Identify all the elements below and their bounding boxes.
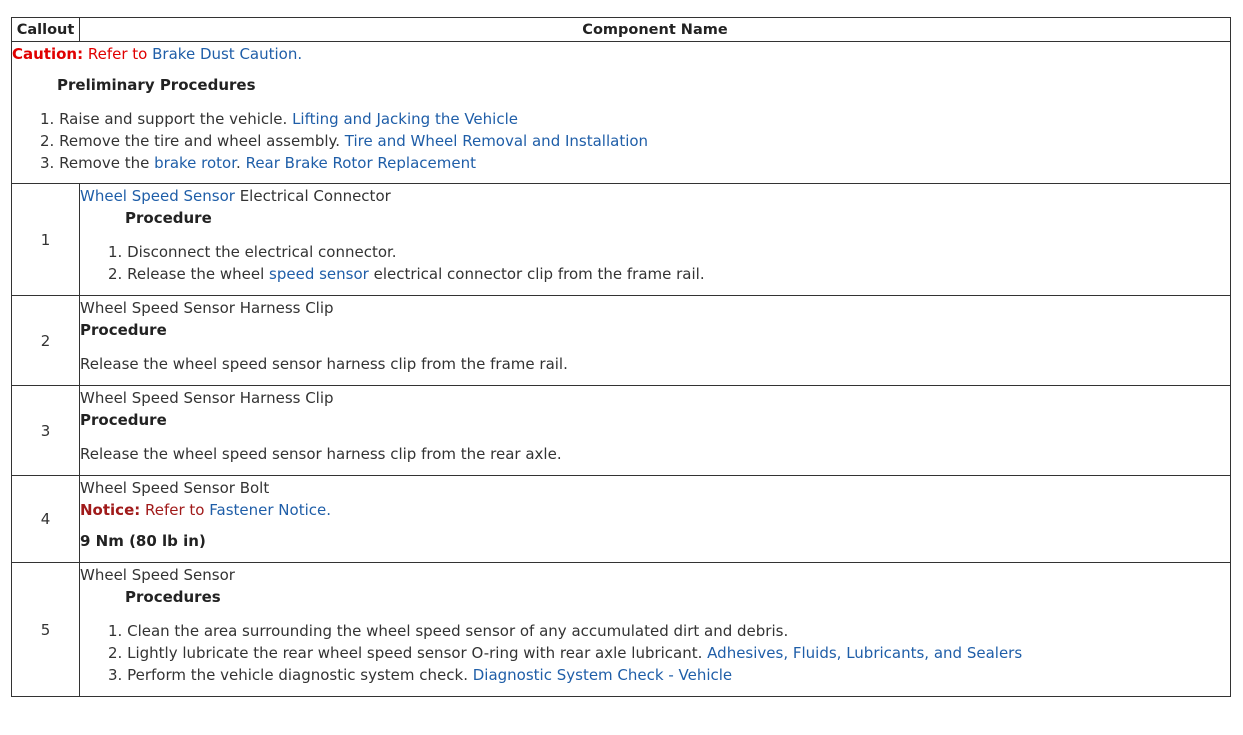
rear-brake-rotor-replacement-link[interactable]: Rear Brake Rotor Replacement <box>245 154 476 172</box>
lifting-jacking-link[interactable]: Lifting and Jacking the Vehicle <box>292 110 518 128</box>
callout-number: 5 <box>12 563 80 697</box>
brake-rotor-link[interactable]: brake rotor <box>154 154 237 172</box>
preliminary-steps <box>40 108 1230 174</box>
caution-label: Caution: <box>12 45 84 63</box>
table-row <box>12 386 1231 476</box>
step-text: Disconnect the electrical connector. <box>127 243 397 261</box>
torque-spec: 9 Nm (80 lb in) <box>80 532 206 550</box>
step-number: 1. <box>40 110 55 128</box>
component-name: Wheel Speed Sensor Bolt <box>80 479 270 497</box>
procedure-title: Procedure <box>80 321 167 339</box>
step-number: 2. <box>40 132 55 150</box>
callout-number: 1 <box>12 184 80 296</box>
notice-line <box>80 499 1230 521</box>
list-item <box>40 108 1230 130</box>
step-number: 2. <box>108 644 123 662</box>
brake-dust-caution-link[interactable]: Brake Dust Caution <box>152 45 298 63</box>
callout-number: 2 <box>12 296 80 386</box>
step-text: Remove the tire and wheel assembly. <box>59 132 345 150</box>
step-text: Perform the vehicle diagnostic system check. <box>127 666 473 684</box>
procedure-title: Procedure <box>80 411 167 429</box>
component-name: Wheel Speed Sensor Harness Clip <box>80 299 334 317</box>
procedure-text: Release the wheel speed sensor harness clip from the rear axle. <box>80 445 562 463</box>
component-cell <box>80 386 1231 476</box>
preliminary-cell <box>12 42 1231 184</box>
caution-text: Refer to <box>83 45 153 63</box>
component-cell <box>80 476 1231 563</box>
procedure-steps <box>108 241 1230 285</box>
step-number: 3. <box>108 666 123 684</box>
wheel-speed-sensor-link[interactable]: Wheel Speed Sensor <box>80 187 235 205</box>
list-item <box>40 152 1230 174</box>
step-number: 1. <box>108 622 123 640</box>
procedure-steps <box>108 620 1230 686</box>
step-text: Remove the <box>59 154 155 172</box>
component-name-rest: Electrical Connector <box>234 187 391 205</box>
table-row <box>12 296 1231 386</box>
step-number: 2. <box>108 265 123 283</box>
callout-number: 3 <box>12 386 80 476</box>
speed-sensor-link[interactable]: speed sensor <box>269 265 369 283</box>
procedure-table-container <box>11 17 1231 697</box>
step-text: Release the wheel <box>127 265 270 283</box>
component-name: Wheel Speed Sensor Harness Clip <box>80 389 334 407</box>
adhesives-fluids-link[interactable]: Adhesives, Fluids, Lubricants, and Sealers <box>707 644 1023 662</box>
step-text: . <box>236 154 246 172</box>
component-cell <box>80 184 1231 296</box>
header-callout: Callout <box>12 18 80 42</box>
list-item <box>108 263 1230 285</box>
header-row <box>12 18 1231 42</box>
diagnostic-system-check-link[interactable]: Diagnostic System Check - Vehicle <box>472 666 733 684</box>
preliminary-row <box>12 42 1231 184</box>
fastener-notice-link[interactable]: Fastener Notice <box>209 501 327 519</box>
list-item <box>108 642 1230 664</box>
procedure-title: Procedure <box>125 209 212 227</box>
table-row <box>12 476 1231 563</box>
procedure-table <box>11 17 1231 697</box>
step-text: Raise and support the vehicle. <box>59 110 293 128</box>
component-cell <box>80 296 1231 386</box>
step-number: 3. <box>40 154 55 172</box>
tire-wheel-removal-link[interactable]: Tire and Wheel Removal and Installation <box>344 132 649 150</box>
procedure-title: Procedures <box>125 588 221 606</box>
list-item <box>108 664 1230 686</box>
step-number: 1. <box>108 243 123 261</box>
table-row <box>12 184 1231 296</box>
preliminary-title: Preliminary Procedures <box>57 76 256 94</box>
header-component-name: Component Name <box>80 18 1231 42</box>
caution-line <box>12 43 1230 65</box>
step-text: Clean the area surrounding the wheel speed sensor of any accumulated dirt and debris. <box>127 622 789 640</box>
notice-period: . <box>326 501 332 519</box>
list-item <box>108 620 1230 642</box>
table-row <box>12 563 1231 697</box>
procedure-text: Release the wheel speed sensor harness clip from the frame rail. <box>80 355 568 373</box>
list-item <box>40 130 1230 152</box>
list-item <box>108 241 1230 263</box>
component-name <box>80 185 1230 207</box>
step-text: Lightly lubricate the rear wheel speed sensor O-ring with rear axle lubricant. <box>127 644 708 662</box>
notice-label: Notice: <box>80 501 141 519</box>
callout-number: 4 <box>12 476 80 563</box>
caution-period: . <box>297 45 303 63</box>
component-name: Wheel Speed Sensor <box>80 566 235 584</box>
step-text: electrical connector clip from the frame rail. <box>368 265 705 283</box>
component-cell <box>80 563 1231 697</box>
notice-text: Refer to <box>140 501 210 519</box>
